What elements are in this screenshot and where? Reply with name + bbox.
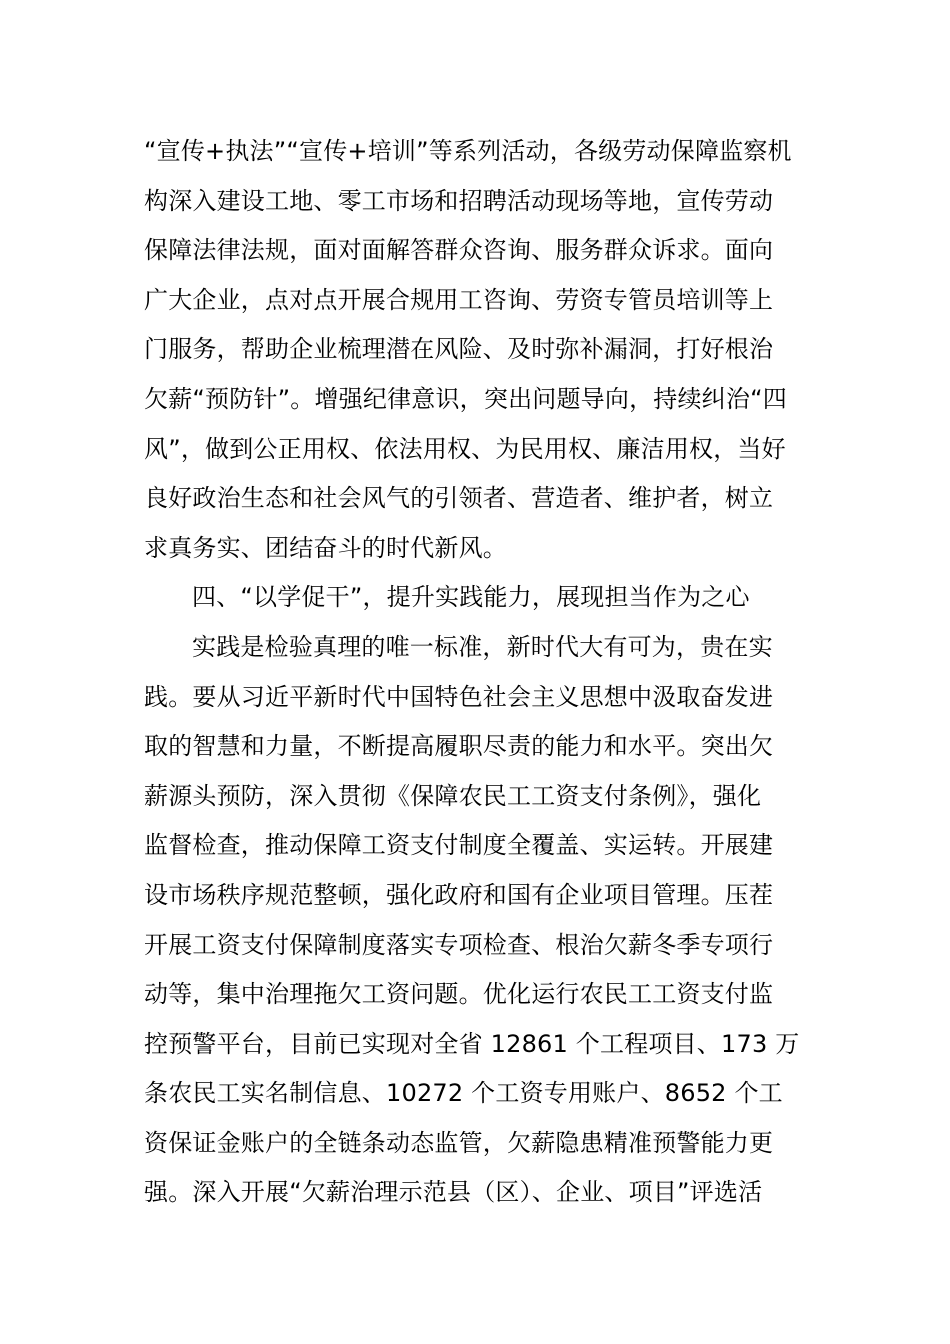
text-line: 强。深入开展“欠薪治理示范县（区）、企业、项目”评选活 xyxy=(144,1178,763,1207)
text-line: 设市场秩序规范整顿，强化政府和国有企业项目管理。压茬 xyxy=(144,880,774,909)
text-line: 门服务，帮助企业梳理潜在风险、及时弥补漏洞，打好根治 xyxy=(144,335,774,364)
text-line: 控预警平台，目前已实现对全省 12861 个工程项目、173 万 xyxy=(144,1029,800,1058)
text-line: “宣传+执法”“宣传+培训”等系列活动，各级劳动保障监察机 xyxy=(144,137,792,165)
section-heading: 四、“以学促干”，提升实践能力，展现担当作为之心 xyxy=(192,583,750,612)
text-line: 良好政治生态和社会风气的引领者、营造者、维护者，树立 xyxy=(144,484,774,513)
text-line: 保障法律法规，面对面解答群众咨询、服务群众诉求。面向 xyxy=(144,236,774,265)
text-line: 薪源头预防，深入贯彻《保障农民工工资支付条例》，强化 xyxy=(144,781,762,810)
text-line: 开展工资支付保障制度落实专项检查、根治欠薪冬季专项行 xyxy=(144,930,774,959)
paragraph-first-line: 实践是检验真理的唯一标准，新时代大有可为，贵在实 xyxy=(192,632,773,661)
text-line: 动等，集中治理拖欠工资问题。优化运行农民工工资支付监 xyxy=(144,980,774,1009)
text-line: 广大企业，点对点开展合规用工咨询、劳资专管员培训等上 xyxy=(144,285,774,314)
text-line: 取的智慧和力量，不断提高履职尽责的能力和水平。突出欠 xyxy=(144,732,774,761)
text-line: 践。要从习近平新时代中国特色社会主义思想中汲取奋发进 xyxy=(144,682,774,711)
text-line: 欠薪“预防针”。增强纪律意识，突出问题导向，持续纠治“四 xyxy=(144,384,787,413)
text-line: 求真务实、团结奋斗的时代新风。 xyxy=(144,533,507,562)
text-line: 构深入建设工地、零工市场和招聘活动现场等地，宣传劳动 xyxy=(144,186,774,215)
text-line: 监督检查，推动保障工资支付制度全覆盖、实运转。开展建 xyxy=(144,831,774,860)
text-line: 资保证金账户的全链条动态监管，欠薪隐患精准预警能力更 xyxy=(144,1128,774,1157)
text-line: 风”，做到公正用权、依法用权、为民用权、廉洁用权，当好 xyxy=(144,434,786,463)
body-text xyxy=(144,127,814,1218)
text-line: 条农民工实名制信息、10272 个工资专用账户、8652 个工 xyxy=(144,1079,783,1108)
